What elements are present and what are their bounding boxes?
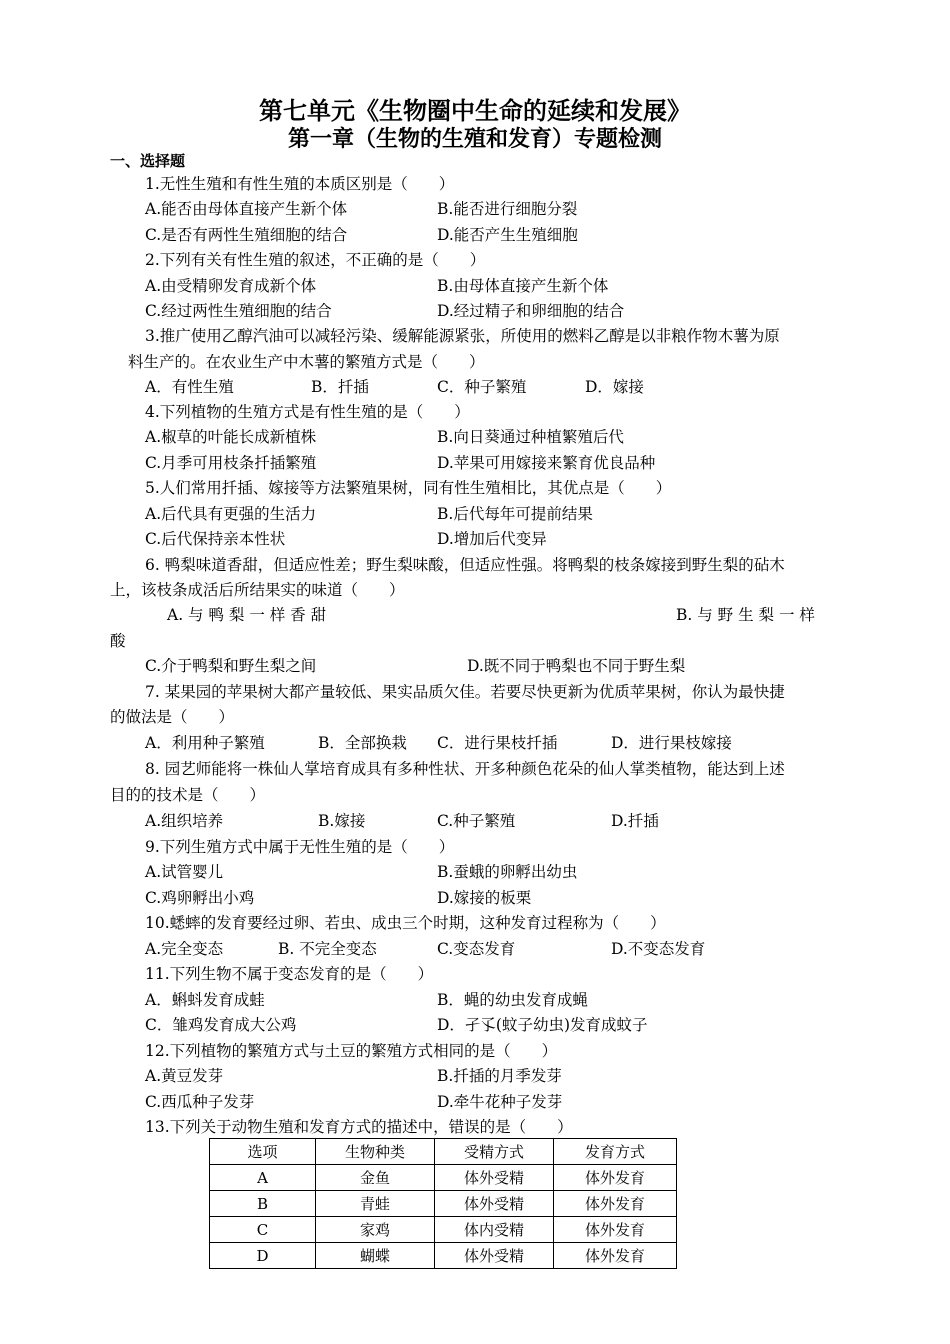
question-stem: 1.无性生殖和有性生殖的本质区别是（ ） bbox=[145, 175, 455, 193]
option: A.组织培养 bbox=[145, 812, 224, 830]
option: B．扦插 bbox=[311, 378, 369, 396]
table-row bbox=[210, 1165, 677, 1191]
table-header: 发育方式 bbox=[554, 1139, 677, 1165]
option: D.不变态发育 bbox=[611, 940, 706, 958]
table-cell: 体外发育 bbox=[554, 1165, 677, 1191]
option: C.月季可用枝条扦插繁殖 bbox=[145, 454, 317, 472]
table-cell: 体外发育 bbox=[554, 1217, 677, 1243]
table-cell: 体内受精 bbox=[435, 1217, 554, 1243]
option: D.能否产生生殖细胞 bbox=[437, 226, 578, 244]
option: A.后代具有更强的生活力 bbox=[145, 505, 317, 523]
question-stem: 12.下列植物的繁殖方式与土豆的繁殖方式相同的是（ ） bbox=[145, 1042, 558, 1060]
option: A.由受精卵发育成新个体 bbox=[145, 277, 317, 295]
table-cell: B bbox=[210, 1191, 316, 1217]
option: C.西瓜种子发芽 bbox=[145, 1093, 255, 1111]
option: D.牵牛花种子发芽 bbox=[437, 1093, 563, 1111]
question-stem: 13.下列关于动物生殖和发育方式的描述中，错误的是（ ） bbox=[145, 1118, 573, 1136]
option: A.椒草的叶能长成新植株 bbox=[145, 428, 317, 446]
option: D.苹果可用嫁接来繁育优良品种 bbox=[437, 454, 656, 472]
option: A．有性生殖 bbox=[145, 378, 234, 396]
page-title: 第七单元《生物圈中生命的延续和发展》 bbox=[259, 97, 691, 125]
option: C.经过两性生殖细胞的结合 bbox=[145, 302, 332, 320]
table-row bbox=[210, 1217, 677, 1243]
option: D.既不同于鸭梨也不同于野生梨 bbox=[467, 657, 686, 675]
table-header: 选项 bbox=[210, 1139, 316, 1165]
option: C.是否有两性生殖细胞的结合 bbox=[145, 226, 348, 244]
option: D.扦插 bbox=[611, 812, 659, 830]
option: C.变态发育 bbox=[437, 940, 516, 958]
option: C.后代保持亲本性状 bbox=[145, 530, 286, 548]
table-cell: 家鸡 bbox=[316, 1217, 435, 1243]
option: A．蝌蚪发育成蛙 bbox=[145, 991, 265, 1009]
page-subtitle: 第一章（生物的生殖和发育）专题检测 bbox=[287, 127, 662, 152]
option: C.鸡卵孵出小鸡 bbox=[145, 889, 255, 907]
option: B.蚕蛾的卵孵出幼虫 bbox=[437, 863, 578, 881]
option: B. 不完全变态 bbox=[278, 940, 377, 958]
option: C．进行果枝扦插 bbox=[437, 734, 558, 752]
question-stem-continued: 目的的技术是（ ） bbox=[110, 786, 266, 804]
table-cell: 蝴蝶 bbox=[316, 1243, 435, 1269]
section-heading: 一、选择题 bbox=[110, 152, 186, 170]
question-stem: 8. 园艺师能将一株仙人掌培育成具有多种性状、开多种颜色花朵的仙人掌类植物，能达到上述 bbox=[145, 760, 785, 778]
option: C.介于鸭梨和野生梨之间 bbox=[145, 657, 317, 675]
option: C．种子繁殖 bbox=[437, 378, 527, 396]
option: D．嫁接 bbox=[585, 378, 644, 396]
option: A.完全变态 bbox=[145, 940, 224, 958]
table-cell: 青蛙 bbox=[316, 1191, 435, 1217]
option: B.后代每年可提前结果 bbox=[437, 505, 593, 523]
question-stem: 10.蟋蟀的发育要经过卵、若虫、成虫三个时期，这种发育过程称为（ ） bbox=[145, 914, 666, 932]
option: B.扦插的月季发芽 bbox=[437, 1067, 562, 1085]
option: D.经过精子和卵细胞的结合 bbox=[437, 302, 625, 320]
question-stem-continued: 的做法是（ ） bbox=[110, 708, 235, 726]
table-cell: 体外受精 bbox=[435, 1165, 554, 1191]
option: B．蝇的幼虫发育成蝇 bbox=[437, 991, 588, 1009]
question-stem-continued: 上，该枝条成活后所结果实的味道（ ） bbox=[110, 581, 405, 599]
option: A.能否由母体直接产生新个体 bbox=[145, 200, 348, 218]
table-cell: 体外受精 bbox=[435, 1243, 554, 1269]
table-cell: 金鱼 bbox=[316, 1165, 435, 1191]
table-cell: 体外发育 bbox=[554, 1243, 677, 1269]
option: D．孑孓(蚊子幼虫)发育成蚊子 bbox=[437, 1016, 648, 1034]
option: D．进行果枝嫁接 bbox=[611, 734, 732, 752]
option: B．全部换栽 bbox=[318, 734, 407, 752]
option: C．雏鸡发育成大公鸡 bbox=[145, 1016, 297, 1034]
question-stem: 3.推广使用乙醇汽油可以减轻污染、缓解能源紧张，所使用的燃料乙醇是以非粮作物木薯为原 bbox=[145, 327, 780, 345]
option: B.嫁接 bbox=[318, 812, 366, 830]
question-stem: 5.人们常用扦插、嫁接等方法繁殖果树，同有性生殖相比，其优点是（ ） bbox=[145, 479, 672, 497]
option-continued: 酸 bbox=[110, 632, 126, 650]
option: B.由母体直接产生新个体 bbox=[437, 277, 609, 295]
option: A．利用种子繁殖 bbox=[145, 734, 265, 752]
table-row bbox=[210, 1191, 677, 1217]
option: A.黄豆发芽 bbox=[145, 1067, 224, 1085]
question-stem: 9.下列生殖方式中属于无性生殖的是（ ） bbox=[145, 838, 455, 856]
question-stem: 7. 某果园的苹果树大都产量较低、果实品质欠佳。若要尽快更新为优质苹果树，你认为最快捷 bbox=[145, 683, 785, 701]
option: A.试管婴儿 bbox=[145, 863, 224, 881]
option: B. 与 野 生 梨 一 样 bbox=[676, 606, 815, 624]
question-stem: 6. 鸭梨味道香甜，但适应性差；野生梨味酸，但适应性强。将鸭梨的枝条嫁接到野生梨的砧木 bbox=[145, 556, 785, 574]
option: B.能否进行细胞分裂 bbox=[437, 200, 578, 218]
option: D.增加后代变异 bbox=[437, 530, 547, 548]
table-cell: C bbox=[210, 1217, 316, 1243]
option: B.向日葵通过种植繁殖后代 bbox=[437, 428, 624, 446]
table-cell: 体外受精 bbox=[435, 1191, 554, 1217]
table-row bbox=[210, 1243, 677, 1269]
answer-table bbox=[209, 1138, 677, 1269]
question-stem: 2.下列有关有性生殖的叙述，不正确的是（ ） bbox=[145, 251, 486, 269]
question-stem: 11.下列生物不属于变态发育的是（ ） bbox=[145, 965, 434, 983]
table-cell: D bbox=[210, 1243, 316, 1269]
option: D.嫁接的板栗 bbox=[437, 889, 532, 907]
question-stem-continued: 料生产的。在农业生产中木薯的繁殖方式是（ ） bbox=[128, 353, 485, 371]
table-header-row bbox=[210, 1139, 677, 1165]
table-cell: A bbox=[210, 1165, 316, 1191]
option: A. 与 鸭 梨 一 样 香 甜 bbox=[167, 606, 327, 624]
table-header: 生物种类 bbox=[316, 1139, 435, 1165]
option: C.种子繁殖 bbox=[437, 812, 516, 830]
table-cell: 体外发育 bbox=[554, 1191, 677, 1217]
question-stem: 4.下列植物的生殖方式是有性生殖的是（ ） bbox=[145, 403, 470, 421]
table-header: 受精方式 bbox=[435, 1139, 554, 1165]
